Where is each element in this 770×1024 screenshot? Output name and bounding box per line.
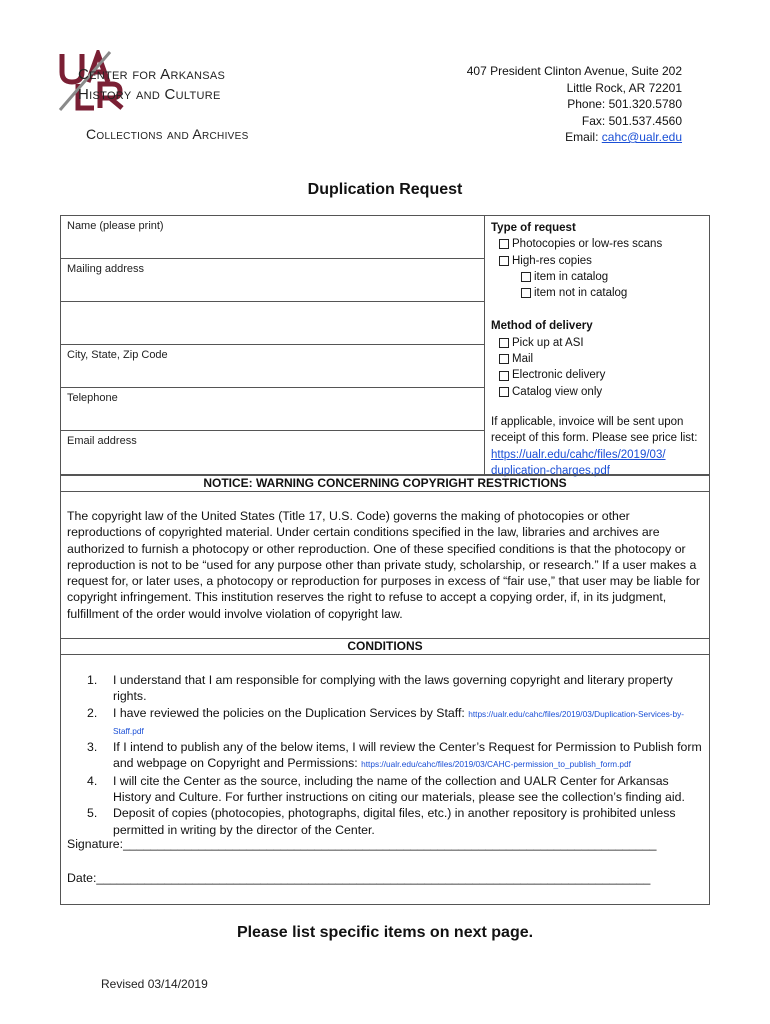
signature-row[interactable] [67, 837, 657, 851]
option-catalog-view[interactable]: Catalog view only [491, 384, 709, 400]
signature-line[interactable]: ______________________________________________________________________________ [123, 837, 657, 851]
condition-item: 5. Deposit of copies (photocopies, photographs, digital files, etc.) in another repository is prohibited unless permitted in writing by the director of the Center. [87, 806, 676, 837]
delivery-method-heading: Method of delivery [491, 320, 593, 333]
email-link[interactable]: cahc@ualr.edu [601, 130, 682, 144]
option-photocopies[interactable]: Photocopies or low-res scans [491, 236, 709, 252]
address-city: Little Rock, AR 72201 [566, 80, 682, 95]
option-electronic-delivery[interactable]: Electronic delivery [491, 367, 709, 383]
request-form [60, 215, 710, 475]
invoice-note [491, 414, 709, 479]
telephone-label: Telephone [67, 392, 118, 404]
option-item-not-in-catalog[interactable]: item not in catalog [491, 285, 709, 301]
date-row[interactable] [67, 871, 650, 885]
conditions-list [87, 672, 707, 838]
type-of-request-heading: Type of request [491, 222, 576, 234]
revision-date: Revised 03/14/2019 [101, 977, 208, 991]
price-list-link-line2[interactable]: duplication-charges.pdf [491, 464, 610, 477]
address-email-label: Email: [565, 130, 602, 144]
date-line[interactable]: _________________________________________________________________________________ [96, 871, 651, 885]
checkbox[interactable] [499, 338, 509, 348]
option-mail[interactable]: Mail [491, 351, 709, 367]
address-fax: Fax: 501.537.4560 [581, 113, 682, 128]
invoice-text: If applicable, invoice will be sent upon receipt of this form. Please see price list: [491, 415, 698, 445]
page-title: Duplication Request [307, 181, 463, 198]
name-field[interactable] [61, 216, 484, 259]
copyright-notice-text: The copyright law of the United States (Title 17, U.S. Code) governs the making of photocopies or other reproductions of copyrighted material. Under certain conditions specified in the law, libraries and archives are authorized to furnish a photocopy or other reproduction. One of these specified conditions is that the photocopy or reproduction is not to be “used for any purpose other than private study, scholarship, or research.” If a user makes a request for, or later uses, a photocopy or reproduction for purposes in excess of “fair use,” that user may be liable for copyright infringement. This institution reserves the right to refuse to accept a copying order, if, in its judgment, fulfillment of the order would involve violation of copyright law. [67, 509, 700, 621]
option-high-res[interactable]: High-res copies [491, 253, 709, 269]
condition-item: 3. If I intend to publish any of the below items, I will review the Center’s Request for Permission to Publish form and webpage on Copyright and Permissions: https://ualr.edu/cahc/files/2019/03/CAHC-permission_to_publish_form.pdf [87, 740, 702, 771]
conditions-heading: CONDITIONS [61, 638, 709, 655]
city-state-zip-field[interactable] [61, 345, 484, 388]
org-subtitle: Collections and Archives [86, 126, 249, 142]
mailing-address-label: Mailing address [67, 263, 145, 275]
checkbox[interactable] [499, 256, 509, 266]
telephone-field[interactable] [61, 388, 484, 431]
signature-label: Signature: [67, 837, 124, 851]
price-list-link-line1[interactable]: https://ualr.edu/cahc/files/2019/03/ [491, 448, 666, 461]
checkbox[interactable] [521, 272, 531, 282]
next-page-note: Please list specific items on next page. [236, 924, 534, 941]
copyright-notice-heading: NOTICE: WARNING CONCERNING COPYRIGHT RESTRICTIONS [61, 475, 709, 492]
contact-fields [61, 216, 485, 474]
option-pick-up[interactable]: Pick up at ASI [491, 335, 709, 351]
address-block [467, 63, 682, 146]
org-name-line2: History and Culture [78, 86, 221, 103]
mailing-address-line2-field[interactable] [61, 302, 484, 345]
checkbox[interactable] [499, 239, 509, 249]
checkbox[interactable] [521, 288, 531, 298]
checkbox[interactable] [499, 387, 509, 397]
email-address-label: Email address [67, 435, 137, 447]
checkbox[interactable] [499, 354, 509, 364]
condition-item: 1. I understand that I am responsible for complying with the laws governing copyright and literary property rights. [87, 673, 673, 704]
address-street: 407 President Clinton Avenue, Suite 202 [466, 64, 682, 78]
condition-item: 4. I will cite the Center as the source, including the name of the collection and UALR Center for Arkansas History and Culture. For further instructions on citing our materials, please see the collection’s finding aid. [87, 773, 685, 805]
mailing-address-field[interactable] [61, 259, 484, 302]
checkbox[interactable] [499, 371, 509, 381]
option-item-in-catalog[interactable]: item in catalog [491, 269, 709, 285]
condition-item: 2. I have reviewed the policies on the Duplication Services by Staff: https://ualr.edu/cahc/files/2019/03/Duplication-Services-by-Staff.pdf [87, 705, 685, 736]
request-options [491, 220, 709, 479]
duplication-policy-link[interactable]: https://ualr.edu/cahc/files/2019/03/Duplication-Services-by-Staff.pdf [113, 708, 685, 736]
city-state-zip-label: City, State, Zip Code [67, 349, 168, 361]
name-label: Name (please print) [67, 220, 164, 232]
org-name-line1: Center for Arkansas [78, 66, 226, 83]
email-address-field[interactable] [61, 431, 484, 476]
notice-section [60, 475, 710, 905]
address-phone: Phone: 501.320.5780 [567, 97, 682, 111]
address-email-row [467, 129, 682, 146]
permission-form-link[interactable]: https://ualr.edu/cahc/files/2019/03/CAHC-permission_to_publish_form.pdf [361, 759, 631, 770]
date-label: Date: [67, 871, 97, 885]
